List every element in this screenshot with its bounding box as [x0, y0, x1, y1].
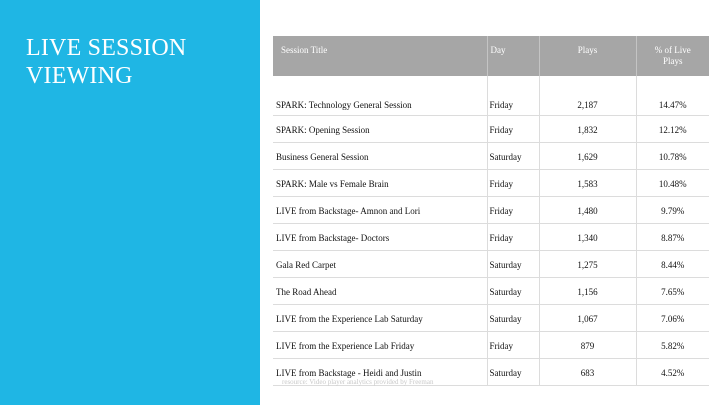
cell-plays: 1,067 — [539, 305, 636, 332]
cell-percent: 7.65% — [636, 278, 709, 305]
cell-plays: 1,480 — [539, 197, 636, 224]
cell-session-title: Business General Session — [273, 143, 487, 170]
cell-day: Friday — [487, 116, 539, 143]
cell-day: Friday — [487, 197, 539, 224]
table-row — [273, 305, 709, 332]
cell-day: Saturday — [487, 359, 539, 386]
cell-day: Saturday — [487, 305, 539, 332]
cell-session-title: LIVE from the Experience Lab Friday — [273, 332, 487, 359]
cell-day: Saturday — [487, 251, 539, 278]
cell-plays: 1,832 — [539, 116, 636, 143]
cell-percent: 10.78% — [636, 143, 709, 170]
cell-plays: 683 — [539, 359, 636, 386]
cell-day: Saturday — [487, 278, 539, 305]
cell-percent: 12.12% — [636, 116, 709, 143]
cell-day: Friday — [487, 224, 539, 251]
cell-day: Friday — [487, 76, 539, 116]
column-header-day: Day — [487, 36, 539, 76]
table-row — [273, 224, 709, 251]
cell-session-title: SPARK: Male vs Female Brain — [273, 170, 487, 197]
slide-title-line-1: LIVE SESSION — [26, 35, 187, 61]
table-row — [273, 332, 709, 359]
cell-plays: 1,340 — [539, 224, 636, 251]
table-row — [273, 143, 709, 170]
table-row — [273, 76, 709, 116]
column-header-session-title: Session Title — [273, 36, 487, 76]
cell-percent: 8.87% — [636, 224, 709, 251]
cell-percent: 9.79% — [636, 197, 709, 224]
cell-day: Saturday — [487, 143, 539, 170]
cell-session-title: LIVE from Backstage- Doctors — [273, 224, 487, 251]
cell-day: Friday — [487, 170, 539, 197]
cell-session-title: SPARK: Opening Session — [273, 116, 487, 143]
cell-plays: 1,156 — [539, 278, 636, 305]
column-header-percent-live-plays: % of Live Plays — [636, 36, 709, 76]
header-row — [273, 36, 709, 76]
source-note: resource: Video player analytics provided by Freeman — [282, 378, 434, 386]
table-row — [273, 251, 709, 278]
cell-percent: 14.47% — [636, 76, 709, 116]
cell-session-title: The Road Ahead — [273, 278, 487, 305]
column-header-plays: Plays — [539, 36, 636, 76]
session-table — [273, 36, 709, 386]
cell-session-title: LIVE from the Experience Lab Saturday — [273, 305, 487, 332]
cell-session-title: LIVE from Backstage- Amnon and Lori — [273, 197, 487, 224]
cell-session-title: SPARK: Technology General Session — [273, 76, 487, 116]
table-row — [273, 197, 709, 224]
title-panel — [0, 0, 260, 405]
cell-session-title: LIVE from Backstage - Heidi and Justin — [273, 359, 487, 386]
table-row — [273, 116, 709, 143]
cell-percent: 4.52% — [636, 359, 709, 386]
slide-title-line-2: VIEWING — [26, 63, 133, 89]
cell-plays: 1,583 — [539, 170, 636, 197]
table-row — [273, 278, 709, 305]
cell-session-title: Gala Red Carpet — [273, 251, 487, 278]
slide-title — [26, 34, 246, 90]
cell-percent: 10.48% — [636, 170, 709, 197]
cell-plays: 1,629 — [539, 143, 636, 170]
cell-plays: 2,187 — [539, 76, 636, 116]
cell-percent: 5.82% — [636, 332, 709, 359]
table-row — [273, 170, 709, 197]
table-header — [273, 36, 709, 76]
cell-percent: 7.06% — [636, 305, 709, 332]
table-body — [273, 76, 709, 386]
session-table-container — [273, 36, 709, 386]
cell-day: Friday — [487, 332, 539, 359]
cell-percent: 8.44% — [636, 251, 709, 278]
cell-plays: 1,275 — [539, 251, 636, 278]
cell-plays: 879 — [539, 332, 636, 359]
